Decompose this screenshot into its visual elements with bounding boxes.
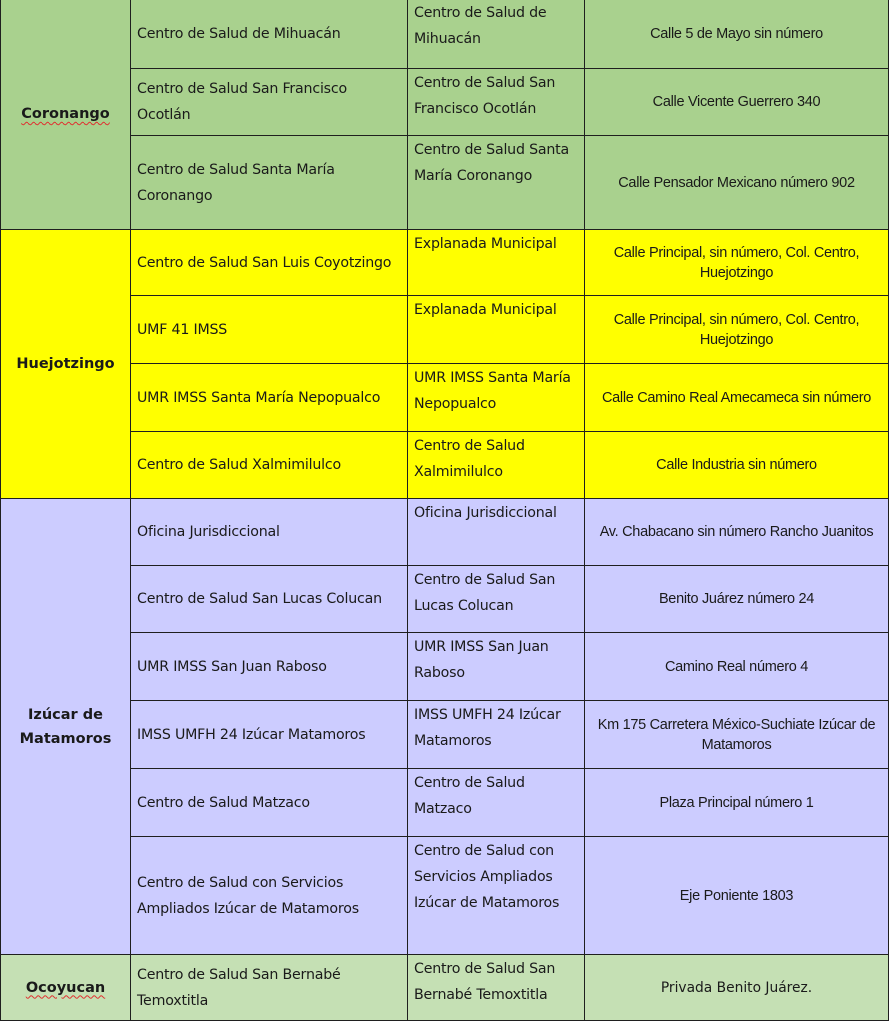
table-row bbox=[1, 0, 889, 69]
health-center-cell: Centro de Salud San Lucas Colucan bbox=[131, 566, 408, 633]
health-center-cell: Centro de Salud de Mihuacán bbox=[131, 0, 408, 69]
health-center-cell: Centro de Salud con Servicios Ampliados Izúcar de Matamoros bbox=[131, 837, 408, 955]
table-row bbox=[1, 769, 889, 837]
location-cell: Oficina Jurisdiccional bbox=[408, 499, 585, 566]
location-cell: UMR IMSS Santa María Nepopualco bbox=[408, 364, 585, 432]
table-row bbox=[1, 432, 889, 499]
municipality-cell: Coronango bbox=[1, 0, 131, 230]
table-row bbox=[1, 837, 889, 955]
health-center-cell: Centro de Salud Santa María Coronango bbox=[131, 136, 408, 230]
address-cell: Av. Chabacano sin número Rancho Juanitos bbox=[585, 499, 889, 566]
location-cell: Centro de Salud Santa María Coronango bbox=[408, 136, 585, 230]
location-cell: Explanada Municipal bbox=[408, 296, 585, 364]
address-cell: Eje Poniente 1803 bbox=[585, 837, 889, 955]
address-cell: Benito Juárez número 24 bbox=[585, 566, 889, 633]
location-cell: Centro de Salud Xalmimilulco bbox=[408, 432, 585, 499]
address-cell: Calle Camino Real Amecameca sin número bbox=[585, 364, 889, 432]
table-row bbox=[1, 633, 889, 701]
table-row bbox=[1, 69, 889, 136]
address-cell: Km 175 Carretera México-Suchiate Izúcar de Matamoros bbox=[585, 701, 889, 769]
location-cell: Centro de Salud con Servicios Ampliados Izúcar de Matamoros bbox=[408, 837, 585, 955]
health-center-cell: Centro de Salud San Luis Coyotzingo bbox=[131, 230, 408, 296]
table-row bbox=[1, 701, 889, 769]
health-center-cell: UMF 41 IMSS bbox=[131, 296, 408, 364]
location-cell: Centro de Salud Matzaco bbox=[408, 769, 585, 837]
table-row bbox=[1, 955, 889, 1021]
address-cell: Calle Principal, sin número, Col. Centro, Huejotzingo bbox=[585, 230, 889, 296]
location-cell: Centro de Salud San Lucas Colucan bbox=[408, 566, 585, 633]
table-row bbox=[1, 230, 889, 296]
municipality-cell: Huejotzingo bbox=[1, 230, 131, 499]
health-center-cell: Oficina Jurisdiccional bbox=[131, 499, 408, 566]
table-row bbox=[1, 136, 889, 230]
municipality-cell: Ocoyucan bbox=[1, 955, 131, 1021]
table-row bbox=[1, 499, 889, 566]
address-cell: Calle Industria sin número bbox=[585, 432, 889, 499]
health-center-cell: UMR IMSS Santa María Nepopualco bbox=[131, 364, 408, 432]
address-cell: Calle Principal, sin número, Col. Centro, Huejotzingo bbox=[585, 296, 889, 364]
address-cell: Calle Pensador Mexicano número 902 bbox=[585, 136, 889, 230]
health-center-cell: Centro de Salud Matzaco bbox=[131, 769, 408, 837]
address-cell: Calle 5 de Mayo sin número bbox=[585, 0, 889, 69]
health-center-cell: Centro de Salud San Bernabé Temoxtitla bbox=[131, 955, 408, 1021]
location-cell: Explanada Municipal bbox=[408, 230, 585, 296]
health-center-cell: UMR IMSS San Juan Raboso bbox=[131, 633, 408, 701]
location-cell: Centro de Salud San Bernabé Temoxtitla bbox=[408, 955, 585, 1021]
address-cell: Camino Real número 4 bbox=[585, 633, 889, 701]
location-cell: Centro de Salud San Francisco Ocotlán bbox=[408, 69, 585, 136]
health-center-cell: IMSS UMFH 24 Izúcar Matamoros bbox=[131, 701, 408, 769]
health-center-cell: Centro de Salud Xalmimilulco bbox=[131, 432, 408, 499]
address-cell: Plaza Principal número 1 bbox=[585, 769, 889, 837]
table-row bbox=[1, 296, 889, 364]
health-center-cell: Centro de Salud San Francisco Ocotlán bbox=[131, 69, 408, 136]
municipality-cell: Izúcar de Matamoros bbox=[1, 499, 131, 955]
location-cell: IMSS UMFH 24 Izúcar Matamoros bbox=[408, 701, 585, 769]
location-cell: UMR IMSS San Juan Raboso bbox=[408, 633, 585, 701]
table-row bbox=[1, 364, 889, 432]
location-cell: Centro de Salud de Mihuacán bbox=[408, 0, 585, 69]
table-row bbox=[1, 566, 889, 633]
address-cell: Calle Vicente Guerrero 340 bbox=[585, 69, 889, 136]
address-cell: Privada Benito Juárez. bbox=[585, 955, 889, 1021]
